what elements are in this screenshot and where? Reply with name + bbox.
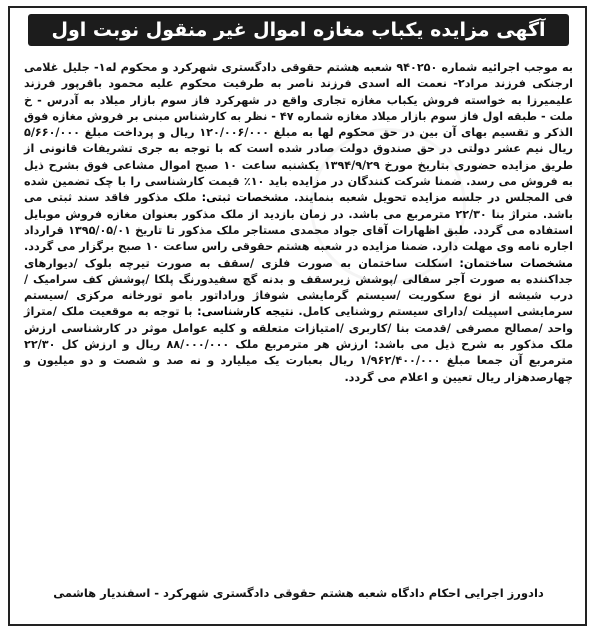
body-text-segment: اسکلت ساختمان به صورت فلزی /سقف به صورت تیرچه بلوک /دیوارهای جداکننده به صورت آجر سفالی /پوشش زیرسقف و بدنه گچ سفیدورنگ پلکا /پوشش کف سرامیک /درب شیشه از نوع سکوریت /سیستم گرمایشی شوفاژ وراداتور بامو تورخانه مرکزی /سیستم سرمایشی اسپیلت /دارای سیستم روشنایی کامل.	[24, 256, 573, 319]
section-heading-building: مشخصات ساختمان:	[452, 256, 573, 270]
body-text-segment: به موجب اجرائیه شماره ۹۴۰۲۵۰ شعبه هشتم حقوقی دادگستری شهرکرد و محکوم له۱- جلیل غلامی ارجنکی فرزند مراد۲- نعمت اله اسدی فرزند ناصر به طرفیت محکوم علیه محمود باقرپور فرزند علیمیرزا به خواسته فروش یکباب مغازه تجاری واقع در شهرکرد فاز سوم بازار میلاد به آدرس - خ ملت - طبقه اول فاز سوم بازار میلاد مغازه شماره ۴۷ - نظر به کارشناس مبنی بر فروش مغازه فوق الذکر و تقسیم بهای آن بین در حق محکوم لها به مبلغ ۱۲۰/۰۰۶/۰۰۰ ریال و پرداخت مبلغ ۵/۶۶۰/۰۰۰ ریال نیم عشر دولتی در حق صندوق دولت صادر شده است که با توجه به جری تشریفات قانونی از طریق مزایده حضوری بتاریخ مورخ ۱۳۹۴/۹/۲۹ یکشنبه ساعت ۱۰ صبح اموال مشاعی فوق بشرح ذیل به فروش می رسد. ضمنا شرکت کنندگان در مزایده باید ۱۰٪ قیمت کارشناسی را با چک تضمین شده فی المجلس در جلسه مزایده تحویل شعبه بنمایند.	[24, 61, 574, 205]
body-text-segment: ملک مذکور فاقد سند ثبتی می باشد. متراژ بنا ۲۲/۳۰ مترمربع می باشد. در زمان بازدید از ملک مذکور بعنوان مغازه فروش موبایل استفاده می گردد. طبق اظهارات آقای جواد محمدی مستاجر ملک مذکور تا تاریخ ۱۳۹۵/۰۵/۰۱ قرارداد اجاره نامه وی مهلت دارد. ضمنا مزایده در شعبه هشتم حقوقی راس ساعت ۱۰ صبح برگزار می گردد.	[24, 191, 574, 254]
section-heading-registration: مشخصات ثبتی:	[196, 191, 289, 205]
notice-frame	[8, 6, 587, 626]
body-text-segment: با توجه به موقعیت ملک /متراژ واحد /مصالح مصرفی /قدمت بنا /کاربری /امتیازات متعلقه و کلیه عوامل موثر در کارشناسی ارزش ملک مذکور به شرح ذیل می باشد: ارزش هر مترمربع ملک ۸۸/۰۰۰/۰۰۰ ریال و ارزش کل ۲۲/۳۰ مترمربع آن جمعا مبلغ ۱/۹۶۲/۴۰۰/۰۰۰ ریال بعبارت یک میلیارد و نه صد و شصت و دو میلیون و چهارصدهزار ریال تعیین و اعلام می گردد.	[24, 305, 573, 384]
notice-signature: دادورز اجرایی احکام دادگاه شعبه هشتم حقوقی دادگستری شهرکرد - اسفندیار هاشمی	[53, 586, 544, 600]
notice-title: آگهی مزایده یکباب مغازه اموال غیر منقول نوبت اول	[28, 14, 569, 46]
section-heading-appraisal: نتیجه کارشناسی:	[192, 305, 294, 319]
notice-body	[24, 60, 573, 386]
